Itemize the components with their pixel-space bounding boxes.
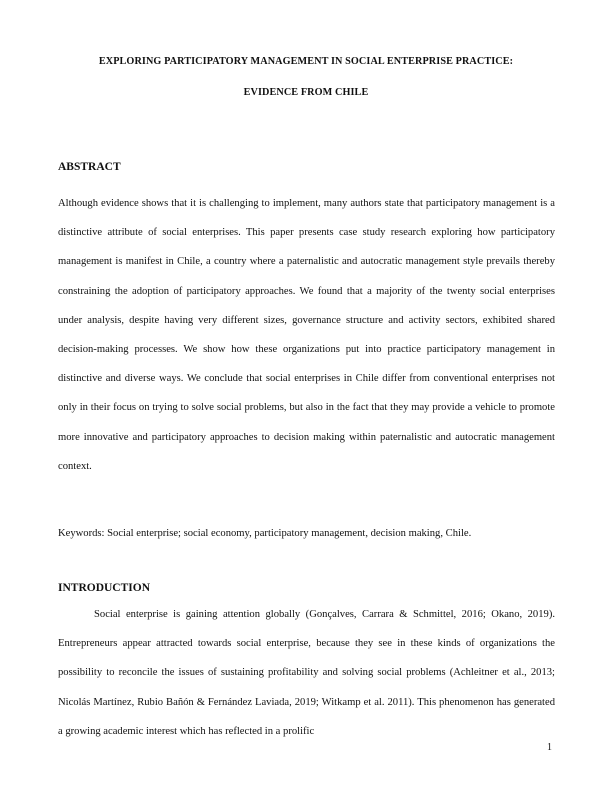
introduction-heading: INTRODUCTION [58,582,151,594]
abstract-heading: ABSTRACT [58,161,121,173]
keywords-label: Keywords: [58,528,105,539]
paper-title-line-1: EXPLORING PARTICIPATORY MANAGEMENT IN SOCIAL ENTERPRISE PRACTICE: [98,56,514,67]
keywords-line [58,528,471,539]
keywords-value: Social enterprise; social economy, participatory management, decision making, Chile. [104,528,472,539]
paper-title-line-2: EVIDENCE FROM CHILE [243,87,369,98]
introduction-paragraph: Social enterprise is gaining attention globally (Gonçalves, Carrara & Schmittel, 2016; Okano, 2019). Entrepreneurs appear attracted towards social enterprise, because they see in these kinds of organizations the possibility to reconcile the issues of sustaining profitability and solving social problems (Achleitner et al., 2013; Nicolás Martínez, Rubio Bañón & Fernández Laviada, 2019; Witkamp et al. 2011). This phenomenon has generated a growing academic interest which has reflected in a prolific [58,609,555,737]
page-number: 1 [547,742,552,753]
abstract-paragraph: Although evidence shows that it is challenging to implement, many authors state that participatory management is a distinctive attribute of social enterprises. This paper presents case study research exploring how participatory management is manifest in Chile, a country where a paternalistic and autocratic management style prevails thereby constraining the adoption of participatory approaches. We found that a majority of the twenty social enterprises under analysis, despite having very different sizes, governance structure and activity sectors, exhibited shared decision-making processes. We show how these organizations put into practice participatory management in distinctive and diverse ways. We conclude that social enterprises in Chile differ from conventional enterprises not only in their focus on trying to solve social problems, but also in the fact that they may provide a vehicle to promote more innovative and participatory approaches to decision making within paternalistic and autocratic management context. [58,198,555,472]
